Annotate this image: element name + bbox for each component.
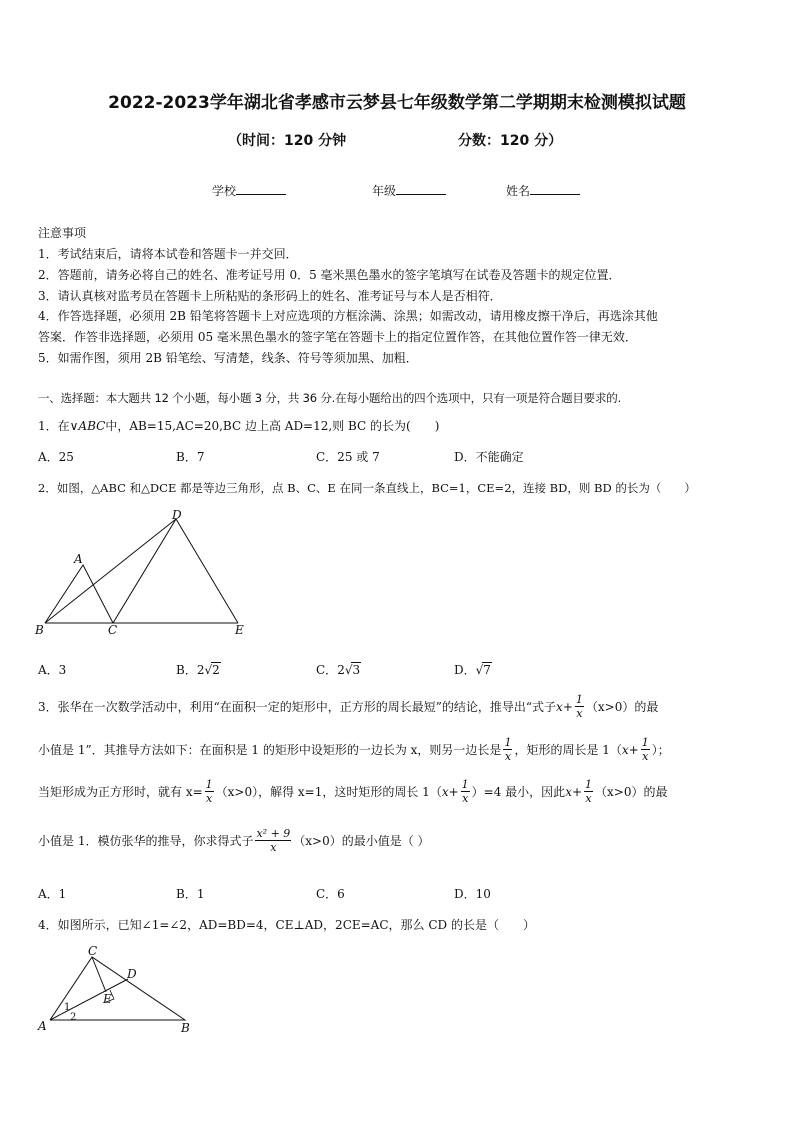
notice-heading: 注意事项 [38,226,87,240]
name-field: 姓名 [506,182,580,199]
label-a: A [74,552,83,566]
notice-item: 4．作答选择题，必须用 2B 铅笔将答题卡上对应选项的方框涂满、涂黑；如需改动，请用橡皮擦干净后，再选涂其他 [38,309,658,323]
q3-option-a[interactable]: A．1 [38,887,67,901]
label-e: E [235,623,244,637]
segment-bd [45,519,176,623]
q3-option-d[interactable]: D．10 [454,887,491,901]
notice-item: 3．请认真核对监考员在答题卡上所粘贴的条形码上的姓名、准考证号与本人是否相符． [38,289,502,303]
notice-item: 5．如需作图，须用 2B 铅笔绘、写清楚，线条、符号等须加黑、加粗． [38,351,418,365]
angle-2-label: 2 [70,1012,77,1023]
label-d: D [172,508,182,522]
q2-figure [30,505,260,640]
question-1: 1．在∨ABC中，AB=15,AC=20,BC 边上高 AD=12,则 BC 的长为( ) [38,419,440,433]
notice-item: 答案．作答非选择题，必须用 05 毫米黑色墨水的签字笔在答题卡上的指定位置作答，在其他位置作答一律无效． [38,330,637,344]
q2-option-a[interactable]: A．3 [38,663,67,677]
time-label: （时间：120 分钟 [228,133,347,149]
score-label: 分数：120 分） [458,133,563,149]
label-d: D [127,967,137,981]
page-title: 2022-2023学年湖北省孝感市云梦县七年级数学第二学期期末检测模拟试题 [108,93,686,113]
q3-option-b[interactable]: B．1 [176,887,205,901]
label-e: E [103,992,112,1006]
label-c: C [88,944,98,958]
label-c: C [108,623,118,637]
q1-option-a[interactable]: A．25 [38,450,74,464]
question-3-line-4: 小值是 1．模仿张华的推导，你求得式子 $\frac{\text{x² + 9}}{x}$ （x>0）的最小值是（ ） [38,827,430,854]
q2-option-b[interactable]: B．2√2 [176,663,220,677]
question-3-line-2: 小值是 1”．其推导方法如下：在面积是 1 的矩形中设矩形的一边长为 x，则另一边长是 $\frac{1}{x}$ ，矩形的周长是 1（ x + $\frac{1}{x}$ ）； [38,736,670,763]
grade-field: 年级 [372,182,446,199]
q1-option-b[interactable]: B．7 [176,450,205,464]
label-b: B [35,623,44,637]
triangle-dce [113,519,238,623]
q3-option-c[interactable]: C．6 [316,887,345,901]
notice-item: 2．答题前，请务必将自己的姓名、准考证号用 0．5 毫米黑色墨水的签字笔填写在试卷及答题卡的规定位置． [38,268,621,282]
school-field: 学校 [212,182,286,199]
q1-option-c[interactable]: C．25 或 7 [316,450,380,464]
label-a: A [38,1019,47,1033]
question-4: 4．如图所示，已知∠1=∠2，AD=BD=4，CE⊥AD，2CE=AC，那么 CD 的长是（ ） [38,918,535,932]
segment-ad [50,979,128,1020]
q1-option-d[interactable]: D．不能确定 [454,450,524,464]
label-b: B [181,1021,190,1035]
question-2: 2．如图，△ABC 和△DCE 都是等边三角形，点 B、C、E 在同一条直线上，BC=1，CE=2，连接 BD，则 BD 的长为（ ） [38,481,696,495]
q4-figure [30,940,210,1040]
section-heading: 一、选择题：本大题共 12 个小题，每小题 3 分，共 36 分.在每小题给出的四个选项中，只有一项是符合题目要求的. [38,391,622,405]
q2-option-d[interactable]: D．√7 [454,663,491,677]
question-3-line-1: 3．张华在一次数学活动中，利用“在面积一定的矩形中，正方形的周长最短”的结论，推导出“式子 x + $\frac{1}{x}$ （x>0）的最 [38,693,659,720]
angle-1-label: 1 [64,1002,71,1013]
q2-option-c[interactable]: C．2√3 [316,663,361,677]
question-3-line-3: 当矩形成为正方形时，就有 x= $\frac{1}{x}$ （x>0），解得 x=1，这时矩形的周长 1（ x + $\frac{1}{x}$ ）=4 最小，因此 x + $\frac{1}{x}$ （x>0）的最 [38,778,668,805]
notice-item: 1．考试结束后，请将本试卷和答题卡一并交回． [38,247,298,261]
